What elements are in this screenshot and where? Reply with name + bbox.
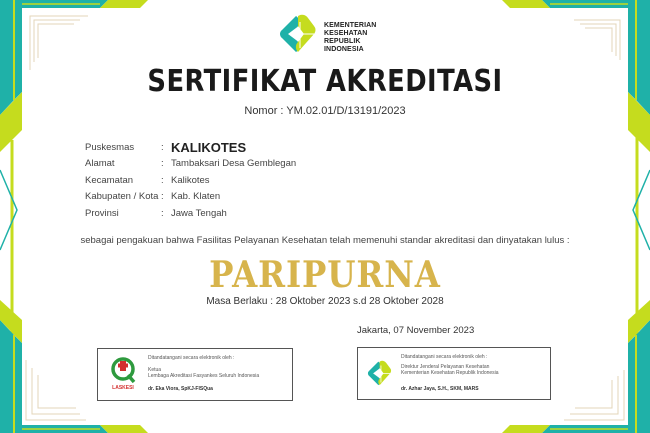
info-value-alamat: Tambaksari Desa Gemblegan [171,158,297,170]
signer-role: Ketua [148,367,162,373]
laskesi-logo-icon [108,355,138,391]
place-date: Jakarta, 07 November 2023 [357,325,475,336]
ministry-logo [274,12,414,62]
info-row-alamat [85,156,296,173]
info-colon: : [161,207,164,219]
signature-box-kemenkes [357,347,551,400]
logo-text-line: REPUBLIK [324,38,361,45]
kemenkes-logo-icon [364,359,394,389]
info-label: Kabupaten / Kota [85,191,159,203]
kemenkes-logo-icon [274,12,320,58]
info-colon: : [161,141,164,153]
info-value-kabupaten: Kab. Klaten [171,191,221,203]
signer-name: dr. Eka Viora, SpKJ-FISQua [148,386,213,392]
info-row-kabupaten [85,189,296,206]
signer-role: Direktur Jenderal Pelayanan Kesehatan [401,364,490,370]
certificate-number: Nomor : YM.02.01/D/13191/2023 [244,105,406,117]
logo-text-line: INDONESIA [324,46,364,53]
logo-text-line: KEMENTERIAN [324,22,377,29]
info-row-puskesmas [85,139,296,156]
accreditation-statement: sebagai pengakuan bahwa Fasilitas Pelayanan Kesehatan telah memenuhi standar akreditasi dan dinyatakan lulus : [80,235,570,246]
signer-institution: Kementerian Kesehatan Republik Indonesia [401,370,499,376]
info-label: Kecamatan [85,174,134,186]
info-colon: : [161,158,164,170]
accreditation-grade: PARIPURNA [209,254,441,296]
logo-text-line: KESEHATAN [324,30,368,37]
validity-period: Masa Berlaku : 28 Oktober 2023 s.d 28 Oktober 2028 [206,296,444,307]
signed-by-label: Ditandatangani secara elektronik oleh : [148,355,235,361]
info-label: Puskesmas [85,141,135,153]
signer-institution: Lembaga Akreditasi Fasyankes Seluruh Indonesia [148,373,260,379]
info-row-kecamatan [85,172,296,189]
info-label: Provinsi [85,207,119,219]
info-row-provinsi [85,205,296,222]
info-value-provinsi: Jawa Tengah [171,207,227,219]
facility-info [85,139,296,222]
signed-by-label: Ditandatangani secara elektronik oleh : [401,354,488,360]
info-colon: : [161,174,164,186]
info-value-kecamatan: Kalikotes [171,174,210,186]
signer-name: dr. Azhar Jaya, S.H., SKM, MARS [401,386,479,392]
certificate-title: SERTIFIKAT AKREDITASI [147,64,503,99]
info-colon: : [161,191,164,203]
info-label: Alamat [85,158,115,170]
info-value-puskesmas: KALIKOTES [171,139,247,155]
signature-box-laskesi [97,348,293,401]
svg-text:LASKESI: LASKESI [112,385,134,391]
